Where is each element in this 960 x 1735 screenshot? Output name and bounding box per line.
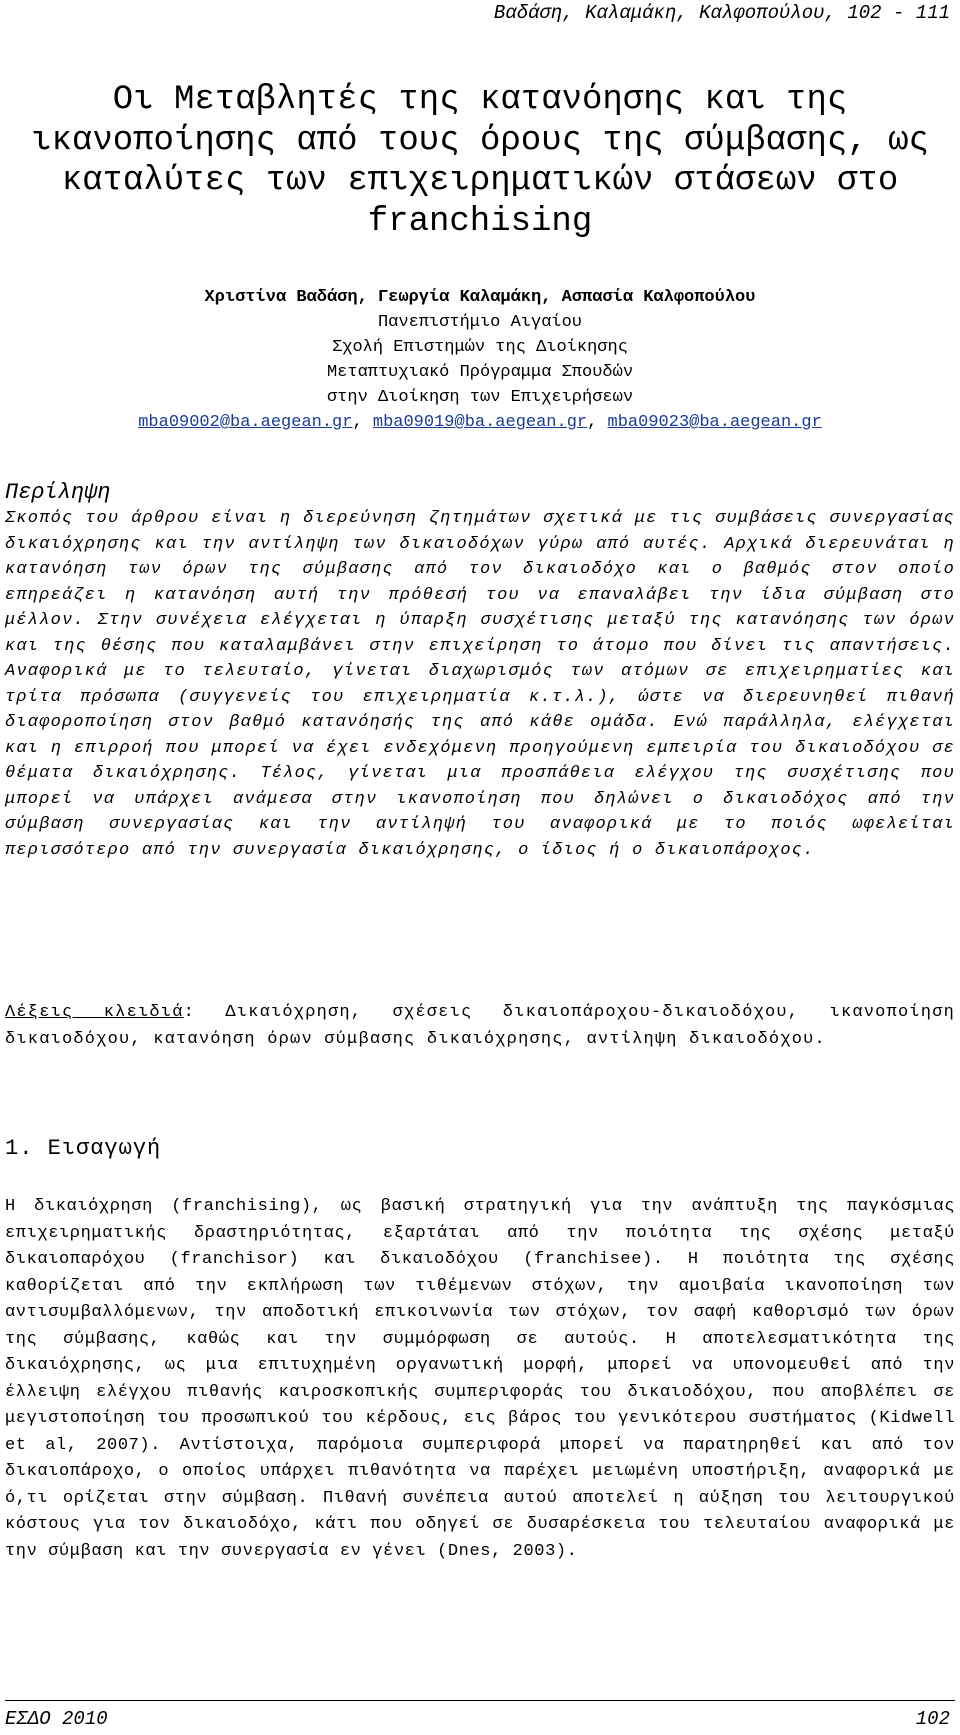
- introduction-text: Η δικαιόχρηση (franchising), ως βασική στρατηγική για την ανάπτυξη της παγκόσμιας επιχειρηματικής δραστηριότητας, εξαρτάται από την ποιότητα της σχέσης μεταξύ δικαιοπαρόχου (franchisor) και δικαιοδόχου (franchisee). Η ποιότητα της σχέσης καθορίζεται από την εκπλήρωση των τιθέμενων στόχων, την αμοιβαία ικανοποίηση των αντισυμβαλλόμενων, την αποδοτική επικοινωνία των στόχων, τον σαφή καθορισμό των όρων της σύμβασης, καθώς και την συμμόρφωση σε αυτούς. Η αποτελεσματικότητα της δικαιόχρησης, ως μια επιτυχημένη οργανωτική μορφή, μπορεί να υπονομευθεί από την έλλειψη ελέγχου πιθανής καιροσκοπικής συμπεριφοράς του δικαιοδόχου, που αποβλέπει σε μεγιστοποίηση του προσωπικού του κέρδους, εις βάρος του γενικότερου συστήματος (Kidwell et al, 2007). Αντίστοιχα, παρόμοια συμπεριφορά μπορεί να παρατηρηθεί και από τον δικαιοπάροχο, ο οποίος υπάρχει πιθανότητα να παρέχει μειωμένη υποστήριξη, αναφορικά με ό,τι ορίζεται στην σύμβαση. Πιθανή συνέπεια αυτού αποτελεί η αύξηση του λειτουργικού κόστους για τον δικαιοδόχο, κάτι που οδηγεί σε δυσαρέσκεια του τελευταίου αναφορικά με την σύμβαση και την συνεργασία εν γένει (Dnes, 2003).: [5, 1197, 955, 1561]
- footer-journal: ΕΣΔΟ 2010: [5, 1708, 108, 1730]
- running-head: Βαδάση, Καλαμάκη, Καλφοπούλου, 102 - 111: [493, 2, 950, 24]
- affiliation-program: Μεταπτυχιακό Πρόγραμμα Σπουδών: [326, 363, 634, 382]
- email-separator: ,: [587, 413, 608, 432]
- author-names: Χριστίνα Βαδάση, Γεωργία Καλαμάκη, Ασπασία Καλφοπούλου: [204, 288, 756, 307]
- abstract-heading: Περίληψη: [5, 480, 111, 505]
- footer-divider: [5, 1700, 955, 1701]
- abstract-text: Σκοπός του άρθρου είναι η διερεύνηση ζητημάτων σχετικά με τις συμβάσεις συνεργασίας δικαιόχρησης και την αντίληψη των δικαιοδόχων γύρω από αυτές. Αρχικά διερευνάται η κατανόηση των όρων της σύμβασης από τον δικαιοδόχο και ο βαθμός στον οποίο επηρεάζει η κατανόηση αυτή την πρόθεσή του να επαναλάβει την ίδια σύμβαση στο μέλλον. Στην συνέχεια ελέγχεται η ύπαρξη συσχέτισης μεταξύ της κατανόησης των όρων και της θέσης που καταλαμβάνει στην επιχείρηση το άτομο που δίνει τις απαντήσεις. Αναφορικά με το τελευταίο, γίνεται διαχωρισμός των ατόμων σε επιχειρηματίες και τρίτα πρόσωπα (συγγενείς του επιχειρηματία κ.τ.λ.), ώστε να διερευνηθεί πιθανή διαφοροποίηση στον βαθμό κατανόησής της από κάθε ομάδα. Ενώ παράλληλα, ελέγχεται και η επιρροή που μπορεί να έχει ενδεχόμενη προηγούμενη εμπειρία του δικαιοδόχου σε θέματα δικαιόχρησης. Τέλος, γίνεται μια προσπάθεια ελέγχου της συσχέτισης που μπορεί να υπάρχει ανάμεσα στην ικανοποίηση που δηλώνει ο δικαιοδόχος από την σύμβαση συνεργασίας και την αντίληψή του αναφορικά με το ποιός ωφελείται περισσότερο από την συνεργασία δικαιόχρησης, ο ίδιος ή ο δικαιοπάροχος.: [5, 509, 955, 860]
- author-emails: [0, 410, 960, 435]
- affiliation-school: Σχολή Επιστημών της Διοίκησης: [332, 338, 628, 357]
- email-separator: ,: [352, 413, 373, 432]
- email-link-3[interactable]: mba09023@ba.aegean.gr: [607, 413, 822, 432]
- affiliation-program-2: στην Διοίκηση των Επιχειρήσεων: [326, 388, 634, 407]
- paper-title: Οι Μεταβλητές της κατανόησης και της ικανοποίησης από τους όρους της σύμβασης, ως καταλύτες των επιχειρηματικών στάσεων στο franchising: [31, 81, 929, 241]
- affiliation-university: Πανεπιστήμιο Αιγαίου: [377, 313, 583, 332]
- keywords-paragraph: [5, 1000, 955, 1053]
- keywords-text: : Δικαιόχρηση, σχέσεις δικαιοπάροχου-δικαιοδόχου, ικανοποίηση δικαιοδόχου, κατανόηση όρων σύμβασης δικαιόχρησης, αντίληψη δικαιοδόχου.: [5, 1003, 955, 1049]
- email-link-2[interactable]: mba09019@ba.aegean.gr: [372, 413, 588, 432]
- page-number: 102: [915, 1708, 950, 1730]
- author-block: [0, 285, 960, 435]
- email-link-1[interactable]: mba09002@ba.aegean.gr: [138, 413, 353, 432]
- keywords-label: Λέξεις κλειδιά: [5, 1003, 184, 1022]
- section-title-introduction: 1. Εισαγωγή: [5, 1136, 162, 1161]
